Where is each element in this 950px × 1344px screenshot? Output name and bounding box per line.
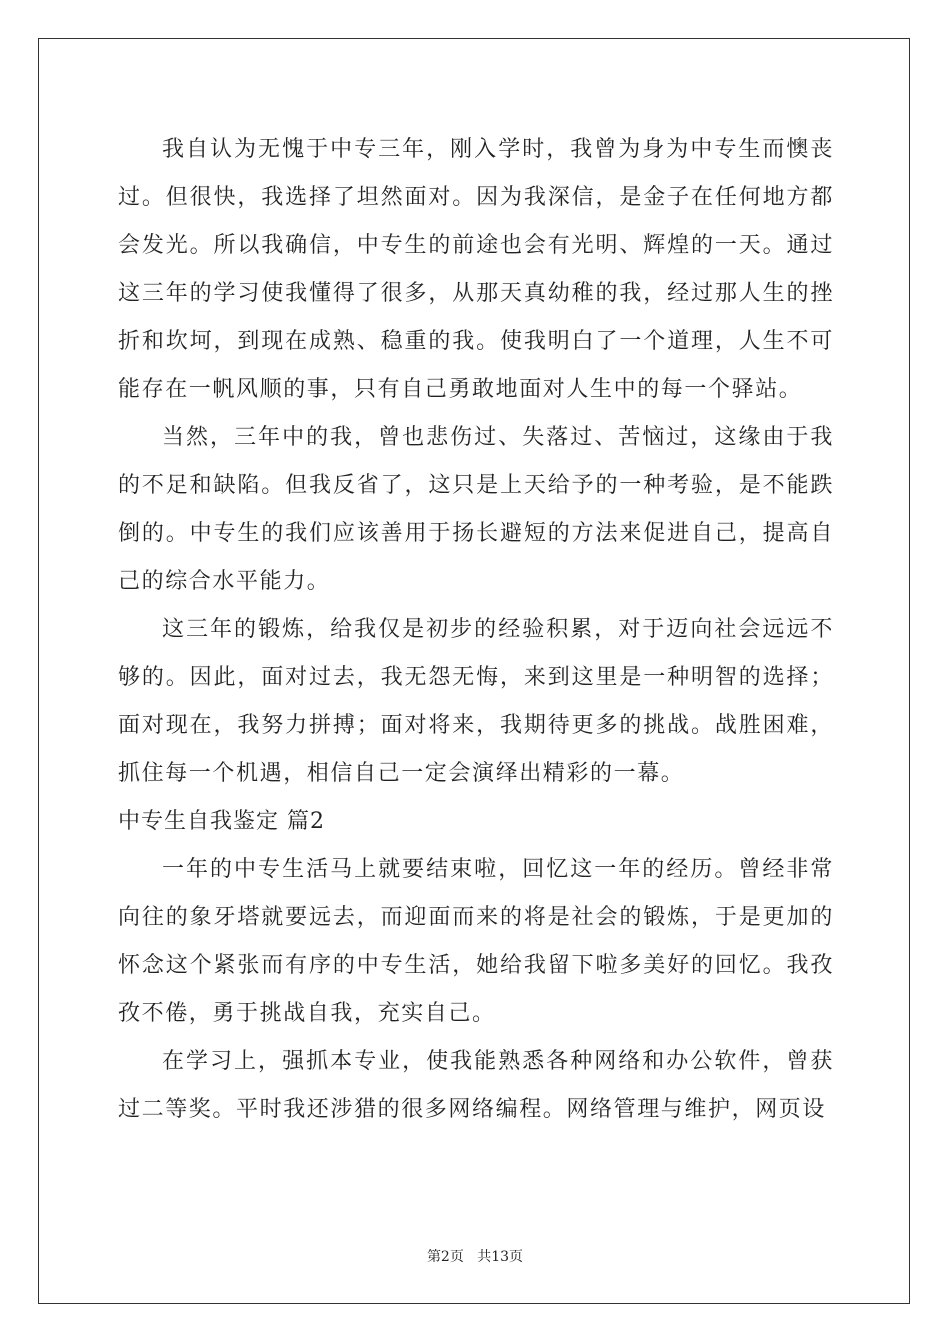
page-total: 共13页 bbox=[477, 1249, 524, 1265]
paragraph-4: 一年的中专生活马上就要结束啦，回忆这一年的经历。曾经非常向往的象牙塔就要远去，而迎面而来的将是社会的锻炼，于是更加的怀念这个紧张而有序的中专生活，她给我留下啦多美好的回忆。我孜孜不倦，勇于挑战自我，充实自己。 bbox=[118, 857, 834, 1026]
page-number: 第2页 bbox=[426, 1249, 464, 1265]
page-footer bbox=[0, 1246, 950, 1266]
paragraph-2: 当然，三年中的我，曾也悲伤过、失落过、苦恼过，这缘由于我的不足和缺陷。但我反省了，这只是上天给予的一种考验，是不能跌倒的。中专生的我们应该善用于扬长避短的方法来促进自己，提高自己的综合水平能力。 bbox=[118, 425, 834, 594]
paragraph-1: 我自认为无愧于中专三年，刚入学时，我曾为身为中专生而懊丧过。但很快，我选择了坦然面对。因为我深信，是金子在任何地方都会发光。所以我确信，中专生的前途也会有光明、辉煌的一天。通过这三年的学习使我懂得了很多，从那天真幼稚的我，经过那人生的挫折和坎坷，到现在成熟、稳重的我。使我明白了一个道理，人生不可能存在一帆风顺的事，只有自己勇敢地面对人生中的每一个驿站。 bbox=[118, 137, 834, 402]
document-body bbox=[118, 126, 834, 1134]
section-heading: 中专生自我鉴定 篇2 bbox=[118, 809, 325, 834]
paragraph-3: 这三年的锻炼，给我仅是初步的经验积累，对于迈向社会远远不够的。因此，面对过去，我无怨无悔，来到这里是一种明智的选择；面对现在，我努力拼搏；面对将来，我期待更多的挑战。战胜困难，抓住每一个机遇，相信自己一定会演绎出精彩的一幕。 bbox=[118, 617, 834, 786]
paragraph-5: 在学习上，强抓本专业，使我能熟悉各种网络和办公软件，曾获过二等奖。平时我还涉猎的很多网络编程。网络管理与维护，网页设 bbox=[118, 1049, 834, 1122]
